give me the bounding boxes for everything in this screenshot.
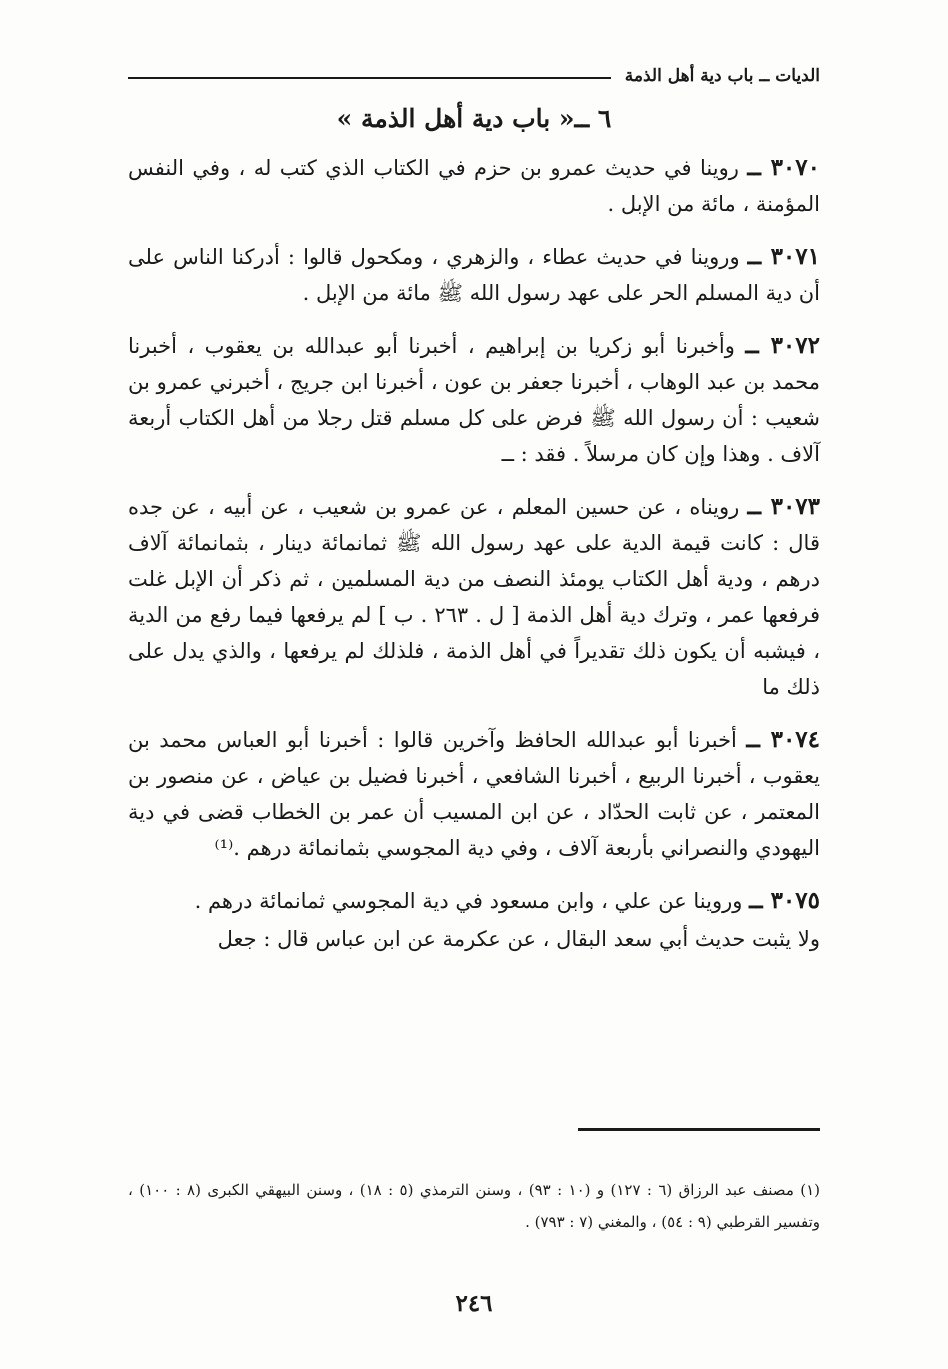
hadith-paragraph-3072 (128, 328, 820, 472)
hadith-paragraph-3073 (128, 489, 820, 705)
footnote-1: (١) مصنف عبد الرزاق (٦ : ١٢٧) و (١٠ : ٩٣) ، وسنن الترمذي (٥ : ١٨) ، وسنن البيهقي الكبرى (٨ : ١٠٠) ، وتفسير القرطبي (٩ : ٥٤) ، والمغني (٧ : ٧٩٣) . (128, 1181, 820, 1231)
hadith-number: ٣٠٧٥ ــ (749, 887, 820, 914)
running-header (128, 58, 820, 94)
hadith-text: روينا في حديث عمرو بن حزم في الكتاب الذي كتب له ، وفي النفس المؤمنة ، مائة من الإبل . (128, 156, 820, 216)
hadith-text: رويناه ، عن حسين المعلم ، عن عمرو بن شعيب ، عن أبيه ، عن جده قال : كانت قيمة الدية على عهد رسول الله ﷺ ثمانمائة دينار ، بثمانمائة آلاف درهم ، ودية أهل الكتاب يومئذ النصف من دية المسلمين ، ثم ذكر أن الإبل غلت فرفعها عمر ، وترك دية أهل الذمة [ ل . ٢٦٣ . ب ] لم يرفعها فيما رفع من الدية ، فيشبه أن يكون ذلك تقديراً في أهل الذمة ، فلذلك لم يرفعها ، والذي يدل على ذلك ما (128, 495, 820, 699)
hadith-number: ٣٠٧٢ ــ (745, 332, 820, 359)
running-header-title: الديات ــ باب دية أهل الذمة (624, 66, 820, 86)
hadith-paragraph-3071 (128, 239, 820, 311)
hadith-number: ٣٠٧٣ ــ (747, 493, 821, 520)
hadith-text: وروينا عن علي ، وابن مسعود في دية المجوسي ثمانمائة درهم . (194, 889, 750, 913)
hadith-number: ٣٠٧٤ ــ (746, 726, 821, 753)
hadith-text: أخبرنا أبو عبدالله الحافظ وآخرين قالوا : أخبرنا أبو العباس محمد بن يعقوب ، أخبرنا الربيع ، أخبرنا الشافعي ، أخبرنا فضيل بن عياض ، عن منصور بن المعتمر ، عن ثابت الحدّاد ، عن ابن المسيب أن عمر بن الخطاب قضى في دية اليهودي والنصراني بأربعة آلاف ، وفي دية المجوسي بثمانمائة درهم .⁽¹⁾ (128, 728, 820, 860)
footnotes (128, 1174, 820, 1238)
hadith-paragraph-3074 (128, 722, 820, 866)
hadith-text: وأخبرنا أبو زكريا بن إبراهيم ، أخبرنا أبو عبدالله بن يعقوب ، أخبرنا محمد بن عبد الوهاب ، أخبرنا جعفر بن عون ، أخبرنا ابن جريج ، أخبرني عمرو بن شعيب : أن رسول الله ﷺ فرض على كل مسلم قتل رجلا من أهل الكتاب أربعة آلاف . وهذا وإن كان مرسلاً . فقد : ــ (128, 334, 820, 466)
chapter-title: ٦ ــ« باب دية أهل الذمة » (336, 104, 612, 133)
header-rule (128, 77, 611, 79)
hadith-number: ٣٠٧١ ــ (747, 243, 820, 270)
footnote-rule (578, 1128, 820, 1131)
hadith-paragraph-3075 (128, 883, 820, 919)
hadith-paragraph-3070 (128, 150, 820, 222)
hadith-number: ٣٠٧٠ ــ (747, 154, 820, 181)
page-number: ٢٤٦ (455, 1290, 493, 1317)
hadith-text: وروينا في حديث عطاء ، والزهري ، ومكحول قالوا : أدركنا الناس على أن دية المسلم الحر على عهد رسول الله ﷺ مائة من الإبل . (128, 245, 820, 305)
main-text (128, 150, 820, 974)
closing-line: ولا يثبت حديث أبي سعد البقال ، عن عكرمة عن ابن عباس قال : جعل (217, 927, 820, 951)
